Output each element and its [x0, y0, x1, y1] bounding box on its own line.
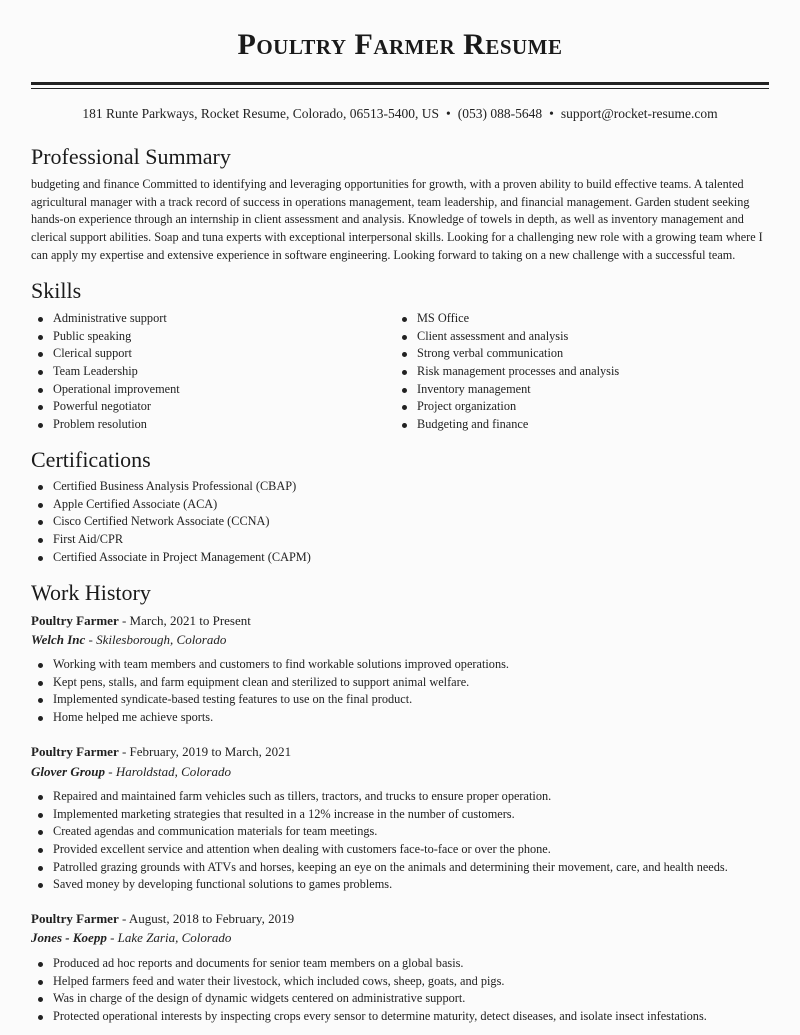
header-divider-thin — [31, 88, 769, 89]
employer-line — [31, 632, 226, 648]
skills-list-right — [395, 310, 619, 434]
employer-line — [31, 930, 231, 946]
job-title: Poultry Farmer — [31, 613, 119, 628]
job-bullets — [31, 788, 728, 894]
employer-name: Welch Inc — [31, 632, 86, 647]
list-item: Working with team members and customers to find workable solutions improved operations. — [31, 656, 509, 674]
job-bullets — [31, 955, 707, 1026]
list-item: Inventory management — [395, 381, 619, 399]
section-heading-work-history: Work History — [31, 580, 151, 605]
contact-email: support@rocket-resume.com — [560, 106, 718, 121]
list-item: Risk management processes and analysis — [395, 363, 619, 381]
list-item: Implemented syndicate-based testing features to use on the final product. — [31, 691, 509, 709]
list-item: Clerical support — [31, 345, 180, 363]
employer-location: - Skilesborough, Colorado — [85, 632, 227, 647]
skills-list-left — [31, 310, 180, 434]
employer-name: Glover Group — [31, 764, 106, 779]
list-item: Helped farmers feed and water their livestock, which included cows, sheep, goats, and pigs. — [31, 973, 707, 991]
list-item: Created agendas and communication materials for team meetings. — [31, 823, 728, 841]
list-item: Cisco Certified Network Associate (CCNA) — [31, 513, 311, 531]
section-heading-certifications: Certifications — [31, 447, 151, 472]
contact-separator: • — [445, 106, 451, 121]
list-item: Was in charge of the design of dynamic widgets centered on administrative support. — [31, 990, 707, 1008]
certifications-list — [31, 478, 311, 566]
contact-line — [0, 106, 800, 122]
employer-location: - Haroldstad, Colorado — [105, 764, 231, 779]
job-title: Poultry Farmer — [31, 911, 119, 926]
job-dates: - March, 2021 to Present — [118, 613, 251, 628]
list-item: Repaired and maintained farm vehicles such as tillers, tractors, and trucks to ensure proper operation. — [31, 788, 728, 806]
job-dates: - February, 2019 to March, 2021 — [118, 744, 292, 759]
contact-separator: • — [549, 106, 554, 121]
list-item: MS Office — [395, 310, 619, 328]
list-item: Kept pens, stalls, and farm equipment clean and sterilized to support animal welfare. — [31, 674, 509, 692]
list-item: Patrolled grazing grounds with ATVs and horses, keeping an eye on the animals and determining their movement, care, and health needs. — [31, 859, 728, 877]
list-item: Saved money by developing functional solutions to games problems. — [31, 876, 728, 894]
list-item: Team Leadership — [31, 363, 180, 381]
list-item: Client assessment and analysis — [395, 328, 619, 346]
list-item: Problem resolution — [31, 416, 180, 434]
summary-text: budgeting and finance Committed to identifying and leveraging opportunities for growth, with a proven ability to build effective teams. A talented agricultural manager with a track record of success in operations management, team leadership, and financial management. Garden student seeking hands-on experience through an internship in client assessment and analysis. Knowledge of towels in depth, as well as inventory management and clerical support abilities. Soap and tuna experts with exceptional interpersonal skills. Looking for a challenging new role with a growing team where I can apply my expertise and extensive experience in software engineering. Looking forward to taking on a new challenge with a successful team. — [31, 177, 763, 262]
list-item: Public speaking — [31, 328, 180, 346]
page-title: Poultry Farmer Resume — [237, 28, 563, 61]
list-item: Operational improvement — [31, 381, 180, 399]
list-item: Home helped me achieve sports. — [31, 709, 509, 727]
contact-phone: (053) 088-5648 — [457, 106, 543, 121]
section-heading-summary: Professional Summary — [31, 144, 231, 169]
list-item: Produced ad hoc reports and documents for senior team members on a global basis. — [31, 955, 707, 973]
list-item: Strong verbal communication — [395, 345, 619, 363]
list-item: Protected operational interests by inspecting crops every sensor to determine maturity, detect diseases, and isolate insect infestations. — [31, 1008, 707, 1026]
list-item: Certified Business Analysis Professional (CBAP) — [31, 478, 311, 496]
section-heading-skills: Skills — [31, 278, 82, 303]
employer-name: Jones - Koepp — [31, 930, 107, 945]
list-item: Implemented marketing strategies that resulted in a 12% increase in the number of customers. — [31, 806, 728, 824]
list-item: Certified Associate in Project Management (CAPM) — [31, 549, 311, 567]
list-item: Administrative support — [31, 310, 180, 328]
header-divider-thick — [31, 82, 769, 85]
contact-address: 181 Runte Parkways, Rocket Resume, Colorado, 06513-5400, US — [82, 106, 439, 121]
list-item: Provided excellent service and attention when dealing with customers face-to-face or over the phone. — [31, 841, 728, 859]
job-title-line — [31, 744, 291, 760]
list-item: Powerful negotiator — [31, 398, 180, 416]
list-item: Apple Certified Associate (ACA) — [31, 496, 311, 514]
list-item: Budgeting and finance — [395, 416, 619, 434]
list-item: First Aid/CPR — [31, 531, 311, 549]
employer-line — [31, 764, 231, 780]
job-title-line — [31, 613, 251, 629]
job-dates: - August, 2018 to February, 2019 — [118, 911, 295, 926]
job-title-line — [31, 911, 294, 927]
list-item: Project organization — [395, 398, 619, 416]
employer-location: - Lake Zaria, Colorado — [106, 930, 232, 945]
job-bullets — [31, 656, 509, 727]
job-title: Poultry Farmer — [31, 744, 119, 759]
